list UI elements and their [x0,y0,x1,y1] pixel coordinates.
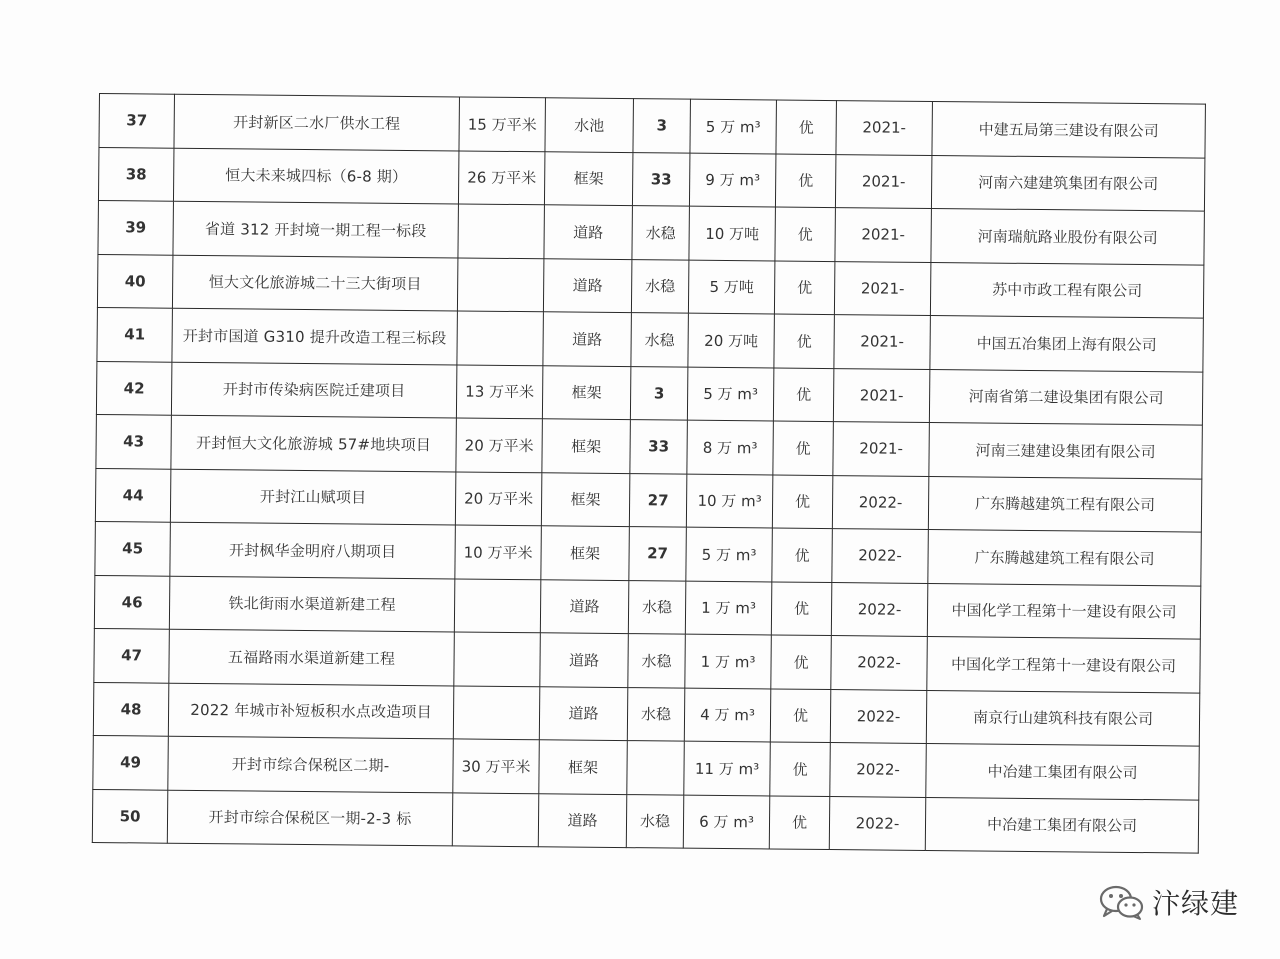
building-area [452,792,539,846]
floors-or-material: 3 [630,366,688,420]
floors-or-material: 水稳 [631,259,689,313]
building-area [454,632,541,686]
supply-volume: 8 万 m³ [687,420,774,474]
structure-type: 框架 [542,419,631,473]
supply-volume: 5 万 m³ [690,99,777,153]
row-number: 41 [97,307,173,361]
watermark-text: 汴绿建 [1152,887,1240,920]
quality-grade: 优 [770,688,831,742]
contractor-company: 中国化学工程第十一建设有限公司 [927,636,1201,692]
building-area: 13 万平米 [456,364,543,418]
building-area [457,311,544,365]
year: 2022- [832,529,929,583]
year: 2021- [836,101,933,155]
building-area [458,204,545,258]
supply-volume: 1 万 m³ [685,581,772,635]
structure-type: 道路 [540,579,629,633]
quality-grade: 优 [769,795,830,849]
contractor-company: 南京行山建筑科技有限公司 [926,690,1200,746]
contractor-company: 中国五冶集团上海有限公司 [930,315,1204,371]
supply-volume: 5 万吨 [688,260,775,314]
quality-grade: 优 [773,367,834,421]
quality-grade: 优 [771,581,832,635]
row-number: 40 [97,254,173,308]
building-area: 20 万平米 [456,418,543,472]
floors-or-material: 水稳 [632,206,690,260]
project-name: 恒大未来城四标（6-8 期） [173,148,459,204]
structure-type: 道路 [540,633,629,687]
floors-or-material: 水稳 [627,687,685,741]
year: 2021- [835,208,932,262]
quality-grade: 优 [774,260,835,314]
row-number: 45 [95,521,171,575]
quality-grade: 优 [772,474,833,528]
structure-type: 道路 [543,312,632,366]
contractor-company: 河南省第二建设集团有限公司 [929,369,1203,425]
structure-type: 水池 [545,98,634,152]
year: 2021- [833,368,930,422]
year: 2022- [829,796,926,850]
project-name: 开封新区二水厂供水工程 [174,94,460,150]
building-area: 15 万平米 [459,97,546,151]
building-area [454,578,541,632]
contractor-company: 河南瑞航路业股份有限公司 [931,208,1205,264]
structure-type: 道路 [544,205,633,259]
row-number: 43 [96,414,172,468]
project-table [92,93,1206,854]
row-number: 47 [94,628,170,682]
floors-or-material: 27 [629,527,687,581]
quality-grade: 优 [776,100,837,154]
structure-type: 框架 [541,526,630,580]
quality-grade: 优 [774,314,835,368]
contractor-company: 中冶建工集团有限公司 [925,797,1199,853]
contractor-company: 河南六建建筑集团有限公司 [931,155,1205,211]
project-name: 开封市国道 G310 提升改造工程三标段 [172,308,458,364]
structure-type: 框架 [541,472,630,526]
floors-or-material: 3 [633,99,691,153]
year: 2021- [834,315,931,369]
year: 2021- [833,422,930,476]
floors-or-material: 水稳 [628,634,686,688]
supply-volume: 5 万 m³ [687,367,774,421]
row-number: 44 [95,468,171,522]
floors-or-material: 33 [632,152,690,206]
floors-or-material: 27 [629,473,687,527]
project-name: 2022 年城市补短板积水点改造项目 [168,683,454,739]
building-area: 26 万平米 [458,150,545,204]
year: 2022- [831,636,928,690]
supply-volume: 6 万 m³ [683,795,770,849]
project-name: 开封市综合保税区一期-2-3 标 [167,790,453,846]
quality-grade: 优 [770,742,831,796]
building-area [457,257,544,311]
project-name: 开封市传染病医院迁建项目 [171,362,457,418]
contractor-company: 中冶建工集团有限公司 [926,743,1200,799]
row-number: 37 [99,94,175,148]
contractor-company: 中建五局第三建设有限公司 [932,102,1206,158]
year: 2022- [831,582,928,636]
structure-type: 道路 [539,686,628,740]
year: 2021- [835,154,932,208]
quality-grade: 优 [775,207,836,261]
building-area: 10 万平米 [455,525,542,579]
row-number: 49 [93,735,169,789]
supply-volume: 5 万 m³ [686,527,773,581]
project-name: 开封市综合保税区二期- [168,736,454,792]
quality-grade: 优 [773,421,834,475]
supply-volume: 10 万 m³ [686,474,773,528]
structure-type: 框架 [542,365,631,419]
floors-or-material: 水稳 [628,580,686,634]
supply-volume: 20 万吨 [688,313,775,367]
project-name: 开封枫华金明府八期项目 [170,522,456,578]
project-name: 开封恒大文化旅游城 57#地块项目 [171,415,457,471]
wechat-icon [1098,882,1146,922]
row-number: 48 [93,682,169,736]
quality-grade: 优 [775,154,836,208]
contractor-company: 广东腾越建筑工程有限公司 [928,476,1202,532]
quality-grade: 优 [771,635,832,689]
contractor-company: 中国化学工程第十一建设有限公司 [927,583,1201,639]
table-row [92,789,1198,853]
supply-volume: 11 万 m³ [684,741,771,795]
project-name: 省道 312 开封境一期工程一标段 [173,201,459,257]
contractor-company: 苏中市政工程有限公司 [930,262,1204,318]
structure-type: 框架 [539,740,628,794]
project-name: 五福路雨水渠道新建工程 [169,629,455,685]
supply-volume: 9 万 m³ [689,153,776,207]
floors-or-material: 33 [630,420,688,474]
row-number: 42 [96,361,172,415]
table-body [92,94,1205,854]
building-area: 30 万平米 [453,739,540,793]
watermark [1098,880,1239,924]
project-name: 开封江山赋项目 [170,469,456,525]
year: 2022- [830,743,927,797]
row-number: 50 [92,789,168,843]
year: 2022- [830,689,927,743]
row-number: 38 [98,147,174,201]
floors-or-material: 水稳 [626,794,684,848]
supply-volume: 4 万 m³ [684,688,771,742]
quality-grade: 优 [772,528,833,582]
contractor-company: 广东腾越建筑工程有限公司 [928,529,1202,585]
floors-or-material [627,741,685,795]
project-name: 铁北街雨水渠道新建工程 [169,576,455,632]
structure-type: 框架 [544,151,633,205]
year: 2022- [832,475,929,529]
supply-volume: 10 万吨 [689,206,776,260]
supply-volume: 1 万 m³ [685,634,772,688]
row-number: 46 [94,575,170,629]
contractor-company: 河南三建建设集团有限公司 [929,422,1203,478]
structure-type: 道路 [538,793,627,847]
floors-or-material: 水稳 [631,313,689,367]
year: 2021- [834,261,931,315]
row-number: 39 [98,200,174,254]
building-area: 20 万平米 [455,471,542,525]
building-area [453,685,540,739]
structure-type: 道路 [543,258,632,312]
project-name: 恒大文化旅游城二十三大街项目 [172,255,458,311]
